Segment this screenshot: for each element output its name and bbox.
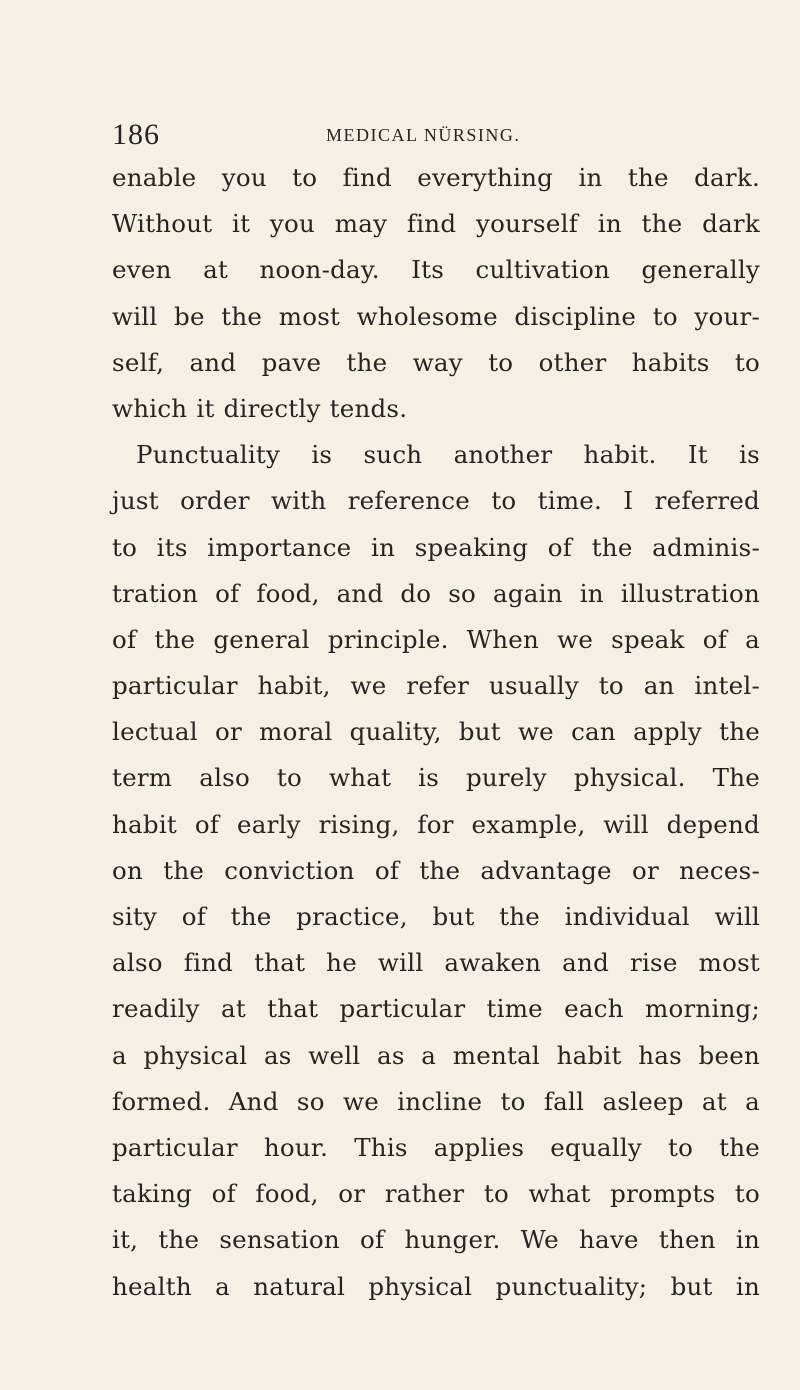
text-line: of the general principle. When we speak of a: [112, 624, 760, 654]
text-line: habit of early rising, for example, will depend: [112, 809, 760, 839]
text-line: also find that he will awaken and rise most: [112, 948, 760, 978]
text-line: a physical as well as a mental habit has been: [112, 1040, 760, 1070]
text-line: formed. And so we incline to fall asleep at a: [112, 1086, 760, 1116]
page-number: 186: [112, 118, 160, 151]
text-line: taking of food, or rather to what prompts to: [112, 1179, 760, 1209]
text-line: tration of food, and do so again in illustration: [112, 578, 760, 608]
text-line: lectual or moral quality, but we can apply the: [112, 717, 760, 747]
text-line: health a natural physical punctuality; but in: [112, 1271, 760, 1301]
text-line: to its importance in speaking of the adminis-: [112, 532, 760, 562]
text-line: sity of the practice, but the individual will: [112, 902, 760, 931]
text-line: readily at that particular time each morning;: [112, 994, 760, 1024]
body-text: [112, 155, 760, 1310]
text-line: term also to what is purely physical. The: [112, 763, 760, 793]
text-line: which it directly tends.: [112, 393, 408, 423]
text-line: just order with reference to time. I referred: [112, 486, 760, 516]
text-line: on the conviction of the advantage or neces-: [112, 855, 760, 885]
text-line: Without it you may find yourself in the dark: [112, 209, 760, 239]
running-head: MEDICAL NÜRSING.: [326, 125, 521, 145]
text-line: particular habit, we refer usually to an intel-: [112, 671, 760, 701]
text-line: will be the most wholesome discipline to your-: [112, 301, 760, 331]
text-line: it, the sensation of hunger. We have then in: [112, 1225, 760, 1255]
text-line: self, and pave the way to other habits to: [112, 347, 760, 377]
text-line: enable you to find everything in the dark.: [112, 163, 760, 192]
page-header: [112, 118, 672, 158]
text-line: Punctuality is such another habit. It is: [136, 440, 760, 470]
text-line: even at noon-day. Its cultivation generally: [112, 255, 760, 285]
text-line: particular hour. This applies equally to the: [112, 1132, 760, 1162]
